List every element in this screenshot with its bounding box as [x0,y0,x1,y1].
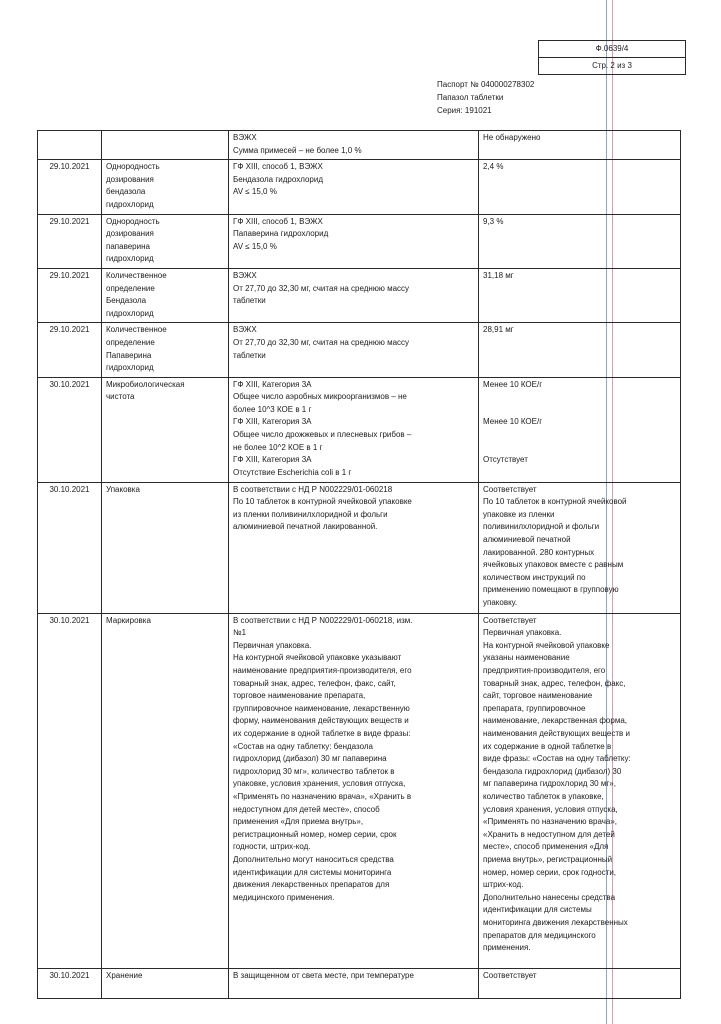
cell-result-line: Дополнительно нанесены средства [483,892,616,902]
cell-test-name-line: определение [106,337,155,347]
cell-specification-line: группировочное наименование, лекарственную [233,703,410,713]
cell-specification-line: таблетки [233,296,266,306]
table-row [38,268,681,322]
cell-result-line: Менее 10 КОЕ/г [483,379,543,389]
cell-specification [229,377,479,482]
cell-result-line: «Применять по назначению врача», [483,817,617,827]
cell-test-name-line: бендазола [106,187,146,197]
product-name: Папазол таблетки [437,93,504,102]
cell-specification [229,160,479,214]
cell-date: 29.10.2021 [38,160,102,214]
cell-test-name-line: дозирования [106,174,154,184]
cell-result-line: условия хранения, условия отпуска, [483,804,618,814]
table-row [38,131,681,160]
cell-result-line: товарный знак, адрес, телефон, факс, [483,678,626,688]
cell-specification-line: гидрохлорид 30 мг», количество таблеток в [233,766,395,776]
table-row [38,482,681,613]
cell-test-name-line: определение [106,283,155,293]
cell-test-name [102,968,229,998]
cell-specification-line: недоступном для детей месте», способ [233,804,380,814]
cell-specification-line: Дополнительно могут наноситься средства [233,854,394,864]
cell-result-line: ячейковых упаковок вместе с равным [483,560,624,570]
cell-result-line: наименования действующих веществ и [483,729,630,739]
cell-specification-line: От 27,70 до 32,30 мг, считая на среднюю массу [233,337,410,347]
cell-specification-line: Общее число дрожжевых и плесневых грибов – [233,430,412,440]
cell-result-line: «Хранить в недоступном для детей [483,829,615,839]
cell-test-name-line: Бендазола [106,296,147,306]
cell-specification-line: ГФ XIII, Категория 3А [233,379,312,389]
cell-specification-line: ВЭЖХ [233,325,257,335]
cell-specification-line: От 27,70 до 32,30 мг, считая на среднюю массу [233,283,410,293]
cell-result [479,613,681,968]
cell-test-name [102,377,229,482]
cell-result-line: алюминиевой печатной [483,535,571,545]
cell-specification-line: По 10 таблеток в контурной ячейковой упаковке [233,497,412,507]
cell-result-line: 31,18 мг [483,270,514,280]
cell-date: 29.10.2021 [38,323,102,377]
cell-result-line: Первичная упаковка. [483,628,562,638]
cell-result-line: поливинилхлоридной и фольги [483,522,600,532]
cell-result-line: упаковке из пленки [483,509,555,519]
cell-specification-line: ГФ XIII, способ 1, ВЭЖХ [233,162,323,172]
cell-specification-line: Общее число аэробных микроорганизмов – не [233,392,407,402]
page-number: Стр. 2 из 3 [592,61,632,70]
results-table [37,130,681,999]
cell-specification-line: годности, штрих-код. [233,842,311,852]
cell-result-line [483,391,676,404]
cell-result-line: идентификации для системы [483,905,592,915]
passport-number: Паспорт № 040000278302 [437,80,535,89]
cell-specification-line: из пленки поливинилхлоридной и фольги [233,509,388,519]
cell-result-line: номер, номер серии, срок годности, [483,867,617,877]
cell-specification-line: ГФ XIII, способ 1, ВЭЖХ [233,216,323,226]
table-row [38,968,681,998]
cell-result-line: лакированной. 280 контурных [483,547,595,557]
cell-result-line: применения. [483,943,531,953]
cell-specification [229,323,479,377]
cell-result-line: Соответствует [483,615,537,625]
cell-specification-line: регистрационный номер, номер серии, срок [233,829,397,839]
cell-date: 29.10.2021 [38,268,102,322]
cell-result-line: 28,91 мг [483,325,514,335]
cell-specification [229,214,479,268]
cell-date: 29.10.2021 [38,214,102,268]
cell-specification-line: применения «Для приема внутрь», [233,817,364,827]
cell-result-line: 9,3 % [483,216,504,226]
cell-specification-line: их содержание в одной таблетке в виде фразы: [233,729,411,739]
cell-result-line: препаратов для медицинского [483,930,596,940]
cell-test-name-line: гидрохлорид [106,363,154,373]
cell-specification-line: Сумма примесей – не более 1,0 % [233,145,362,155]
cell-result [479,377,681,482]
cell-date: 30.10.2021 [38,613,102,968]
cell-specification-line: наименование предприятия-производителя, его [233,666,412,676]
cell-result-line: Не обнаружено [483,133,541,142]
cell-specification-line: идентификации для системы мониторинга [233,867,392,877]
cell-test-name-line: папаверина [106,241,150,251]
table-row [38,613,681,968]
cell-test-name-line: Количественное [106,325,167,335]
cell-result-line [483,442,676,455]
cell-test-name-line: гидрохлорид [106,308,154,318]
cell-test-name [102,131,229,160]
cell-specification-line: форму, наименования действующих веществ и [233,716,409,726]
cell-result [479,214,681,268]
cell-specification-line: ВЭЖХ [233,133,257,142]
cell-specification-line: более 10^3 КОЕ в 1 г [233,404,312,414]
cell-result-line: применению помещают в групповую [483,585,619,595]
cell-test-name-line: Маркировка [106,615,151,625]
cell-test-name [102,323,229,377]
cell-specification-line: алюминиевой печатной лакированной. [233,522,378,532]
cell-result-line: наименование, лекарственная форма, [483,716,627,726]
cell-test-name [102,613,229,968]
cell-test-name-line: дозирования [106,229,154,239]
cell-result-line: штрих-код. [483,880,524,890]
cell-specification-line: Первичная упаковка. [233,640,312,650]
cell-result [479,968,681,998]
cell-date [38,131,102,160]
cell-result-line: количеством инструкций по [483,572,586,582]
cell-specification-line: ГФ XIII, Категория 3А [233,455,312,465]
cell-specification-line: не более 10^2 КОЕ в 1 г [233,442,323,452]
cell-result-line: предприятия-производителя, его [483,666,606,676]
cell-test-name-line: гидрохлорид [106,199,154,209]
cell-test-name [102,268,229,322]
cell-specification-line: медицинского применения. [233,892,335,902]
cell-result-line: Отсутствует [483,455,528,465]
cell-result [479,268,681,322]
cell-specification-line: «Применять по назначению врача», «Хранить в [233,792,412,801]
cell-specification-line: Бендазола гидрохлорид [233,174,323,184]
cell-result-line: бендазола гидрохлорид (дибазол) 30 [483,766,622,776]
cell-specification-line: Отсутствие Escherichia coli в 1 г [233,467,352,477]
cell-result-line [483,404,676,417]
series-number: Серия: 191021 [437,106,492,115]
cell-specification-line: гидрохлорид (дибазол) 30 мг папаверина [233,754,387,764]
results-table-body [38,131,681,999]
cell-test-name-line: Количественное [106,270,167,280]
cell-result-line: Менее 10 КОЕ/г [483,417,543,427]
cell-specification-line: ГФ XIII, Категория 3А [233,417,312,427]
cell-date: 30.10.2021 [38,377,102,482]
cell-test-name-line: чистота [106,392,135,402]
cell-test-name-line: Упаковка [106,484,140,494]
cell-result [479,482,681,613]
cell-result-line [483,429,676,442]
cell-specification [229,613,479,968]
cell-result-line: На контурной ячейковой упаковке [483,640,610,650]
cell-test-name-line: Однородность [106,216,160,226]
cell-test-name-line: гидрохлорид [106,254,154,264]
cell-result-line: Соответствует [483,970,537,980]
cell-specification [229,268,479,322]
cell-date: 30.10.2021 [38,482,102,613]
cell-result-line: мг папаверина гидрохлорид 30 мг», [483,779,616,789]
cell-result [479,160,681,214]
cell-result-line: сайт, торговое наименование [483,691,593,701]
form-code-box [538,40,686,75]
cell-specification-line: «Состав на одну таблетку: бендазола [233,741,373,751]
table-row [38,323,681,377]
cell-result [479,131,681,160]
cell-specification-line: В защищенном от света месте, при температуре [233,970,414,980]
cell-test-name-line: Хранение [106,970,143,980]
cell-test-name [102,214,229,268]
cell-specification-line: таблетки [233,350,266,360]
cell-test-name-line: Однородность [106,162,160,172]
cell-result-line: препарата, группировочное [483,703,586,713]
table-row [38,377,681,482]
cell-specification-line: ВЭЖХ [233,270,257,280]
cell-test-name [102,482,229,613]
passport-header [437,78,534,117]
cell-specification [229,482,479,613]
table-row [38,214,681,268]
cell-specification-line: товарный знак, адрес, телефон, факс, сайт, [233,678,396,688]
cell-specification-line: В соответствии с НД Р N002229/01-060218 [233,484,393,494]
cell-specification [229,131,479,160]
cell-specification-line: упаковке, условия хранения, условия отпуска, [233,779,406,789]
cell-test-name [102,160,229,214]
cell-specification [229,968,479,998]
cell-result-line: 2,4 % [483,162,504,172]
table-row [38,160,681,214]
cell-result-line: приема внутрь», регистрационный [483,854,613,864]
cell-result-line: их содержание в одной таблетке в [483,741,612,751]
cell-test-name-line: Микробиологическая [106,379,185,389]
cell-specification-line: торговое наименование препарата, [233,691,366,701]
cell-specification-line: На контурной ячейковой упаковке указывают [233,653,402,663]
cell-specification-line: AV ≤ 15,0 % [233,241,277,251]
cell-result [479,323,681,377]
cell-test-name-line: Папаверина [106,350,152,360]
cell-specification-line: В соответствии с НД Р N002229/01-060218, изм. [233,615,413,625]
cell-specification-line: Папаверина гидрохлорид [233,229,329,239]
cell-result-line: По 10 таблеток в контурной ячейковой [483,497,627,507]
cell-date: 30.10.2021 [38,968,102,998]
cell-result-line: количество таблеток в упаковке, [483,792,604,801]
cell-result-line: упаковку. [483,598,518,608]
cell-result-line: Соответствует [483,484,537,494]
cell-specification-line: движения лекарственных препаратов для [233,880,390,890]
cell-result-line: мониторинга движения лекарственных [483,917,628,927]
cell-result-line: указаны наименование [483,653,570,663]
cell-specification-line: №1 [233,628,247,638]
cell-specification-line: AV ≤ 15,0 % [233,187,277,197]
cell-result-line: виде фразы: «Состав на одну таблетку: [483,754,631,764]
cell-result-line: месте», способ применения «Для [483,842,609,852]
form-code: Ф.0639/4 [539,41,685,58]
